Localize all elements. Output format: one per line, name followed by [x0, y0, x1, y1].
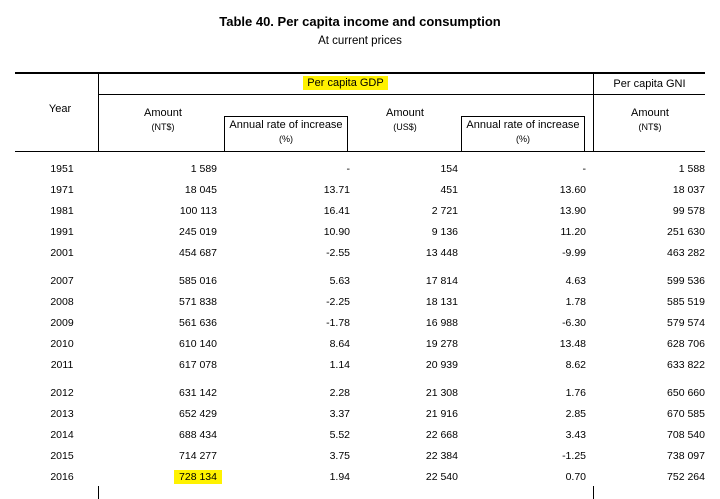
gdp-ntd-amount-header: Amount — [144, 107, 182, 119]
gdp-usd-rate-cell-text: 13.48 — [559, 338, 586, 350]
gni-ntd-amount-cell — [667, 471, 705, 483]
gdp-ntd-amount-cell-text: 561 636 — [179, 317, 217, 329]
gdp-usd-amount-cell — [440, 163, 458, 175]
gdp-ntd-amount-cell — [179, 296, 217, 308]
gdp-ntd-amount-cell — [180, 205, 217, 217]
gni-ntd-amount-header: Amount — [631, 107, 669, 119]
gdp-ntd-rate-cell — [330, 338, 350, 350]
gni-ntd-amount-cell — [667, 387, 705, 399]
gdp-ntd-rate-cell-text: 3.75 — [329, 450, 350, 462]
gdp-usd-rate-cell — [560, 338, 586, 350]
gni-ntd-amount-cell — [673, 184, 705, 196]
gdp-ntd-rate-cell — [330, 275, 350, 287]
gdp-usd-rate-cell — [562, 247, 586, 259]
year-cell — [40, 247, 84, 259]
year-cell — [40, 226, 84, 238]
gdp-ntd-amount-cell — [179, 359, 217, 371]
year-cell-text: 2014 — [50, 429, 74, 441]
gdp-ntd-rate-cell — [330, 450, 350, 462]
year-cell — [40, 296, 84, 308]
gni-ntd-amount-cell — [667, 450, 705, 462]
gdp-ntd-amount-cell — [185, 184, 217, 196]
gni-ntd-amount-cell-text: 599 536 — [667, 275, 705, 287]
gdp-usd-amount-cell — [426, 471, 458, 483]
gdp-ntd-amount-cell-text: 714 277 — [179, 450, 217, 462]
gdp-ntd-unit: (NT$) — [151, 122, 175, 132]
gdp-ntd-rate-cell-text: -2.25 — [326, 296, 350, 308]
gdp-usd-rate-unit: (%) — [516, 134, 530, 144]
gni-ntd-amount-cell-text: 628 706 — [667, 338, 705, 350]
gdp-ntd-amount-cell-text: 585 016 — [179, 275, 217, 287]
gdp-ntd-rate-cell-text: 10.90 — [323, 226, 350, 238]
gdp-usd-rate-cell-text: 3.43 — [565, 429, 586, 441]
gni-group-header: Per capita GNI — [613, 78, 686, 90]
table-title: Table 40. Per capita income and consumption — [219, 14, 501, 29]
gdp-usd-rate-cell-text: 8.62 — [565, 359, 586, 371]
gdp-ntd-amount-cell-text: 652 429 — [179, 408, 217, 420]
gdp-usd-amount-cell-text: 21 308 — [425, 387, 458, 399]
gdp-ntd-amount-cell — [179, 247, 217, 259]
year-cell-text: 2009 — [50, 317, 74, 329]
gni-ntd-amount-cell-text: 708 540 — [667, 429, 705, 441]
gdp-ntd-rate-cell-text: - — [346, 163, 350, 175]
gdp-ntd-rate-cell — [326, 296, 350, 308]
gdp-usd-rate-cell — [583, 163, 587, 175]
gdp-usd-rate-cell — [560, 205, 586, 217]
gdp-usd-rate-cell-text: 11.20 — [560, 226, 586, 238]
gdp-usd-rate-cell — [566, 275, 586, 287]
gdp-usd-rate-cell-text: 4.63 — [565, 275, 586, 287]
gni-ntd-amount-cell-text: 1 588 — [678, 163, 705, 175]
gdp-group-header — [98, 76, 593, 91]
gni-ntd-amount-cell-text: 633 822 — [667, 359, 705, 371]
gni-ntd-amount-cell-text: 579 574 — [667, 317, 705, 329]
table-top-rule — [15, 72, 705, 74]
year-cell-text: 1951 — [50, 163, 74, 175]
gdp-ntd-rate-cell — [330, 408, 350, 420]
gni-ntd-amount-cell-text: 99 578 — [672, 205, 705, 217]
header-bottom-rule — [15, 151, 705, 152]
year-cell — [40, 387, 84, 399]
gni-ntd-amount-cell-text: 18 037 — [672, 184, 705, 196]
gdp-usd-amount-cell-text: 19 278 — [425, 338, 458, 350]
gni-ntd-amount-cell — [679, 163, 705, 175]
gdp-ntd-rate-cell — [347, 163, 351, 175]
year-cell-text: 2008 — [50, 296, 74, 308]
gdp-usd-amount-cell — [426, 275, 458, 287]
gdp-usd-amount-cell-text: 20 939 — [425, 359, 458, 371]
gdp-ntd-rate-cell-text: 3.37 — [329, 408, 350, 420]
gdp-usd-amount-cell — [426, 387, 458, 399]
gdp-usd-rate-cell-text: 0.70 — [565, 471, 586, 483]
gni-ntd-amount-cell-text: 251 630 — [667, 226, 705, 238]
gdp-usd-amount-cell-text: 154 — [440, 163, 458, 175]
gdp-usd-amount-cell-text: 13 448 — [425, 247, 458, 259]
year-cell-text: 2015 — [50, 450, 74, 462]
gdp-usd-amount-cell — [426, 296, 458, 308]
gdp-usd-amount-cell — [440, 184, 458, 196]
gdp-ntd-amount-cell — [179, 338, 217, 350]
gni-ntd-amount-cell — [667, 359, 705, 371]
gdp-ntd-rate-cell-text: -2.55 — [326, 247, 350, 259]
gdp-ntd-amount-cell-text: 728 134 — [174, 470, 222, 484]
gdp-ntd-rate-cell — [326, 317, 350, 329]
gdp-ntd-rate-cell — [330, 429, 350, 441]
year-cell — [40, 317, 84, 329]
year-cell — [40, 275, 84, 287]
group-header-rule — [98, 94, 705, 95]
gdp-ntd-rate-cell — [330, 359, 350, 371]
gdp-usd-rate-cell — [566, 296, 586, 308]
year-cell-text: 2016 — [50, 471, 74, 483]
gdp-usd-rate-cell — [566, 429, 586, 441]
gdp-ntd-rate-cell-text: 5.52 — [329, 429, 350, 441]
gdp-ntd-rate-cell — [324, 205, 350, 217]
gdp-ntd-amount-cell — [191, 163, 217, 175]
gni-ntd-amount-cell — [667, 317, 705, 329]
gdp-ntd-rate-cell-text: 13.71 — [323, 184, 350, 196]
gdp-usd-rate-cell-text: -6.30 — [562, 317, 586, 329]
gni-ntd-unit: (NT$) — [638, 122, 662, 132]
gdp-usd-rate-cell-text: 2.85 — [565, 408, 586, 420]
gdp-usd-unit: (US$) — [393, 122, 417, 132]
gdp-ntd-amount-cell — [179, 450, 217, 462]
gdp-usd-amount-cell-text: 21 916 — [425, 408, 458, 420]
gdp-ntd-amount-cell — [179, 317, 217, 329]
gdp-group-label: Per capita GDP — [303, 76, 387, 90]
gdp-usd-rate-cell-text: 1.76 — [565, 387, 586, 399]
gdp-usd-rate-cell-text: 1.78 — [565, 296, 586, 308]
gdp-ntd-amount-cell-text: 1 589 — [190, 163, 217, 175]
gdp-ntd-rate-cell — [330, 387, 350, 399]
gdp-ntd-rate-cell-text: 2.28 — [329, 387, 350, 399]
year-cell-text: 1991 — [50, 226, 74, 238]
gdp-ntd-rate-cell-text: 5.63 — [329, 275, 350, 287]
gni-ntd-amount-cell — [667, 408, 705, 420]
gdp-usd-rate-cell — [562, 317, 586, 329]
gdp-usd-rate-cell-text: - — [582, 163, 586, 175]
gdp-ntd-rate-cell-text: 16.41 — [323, 205, 350, 217]
gdp-ntd-amount-cell — [179, 226, 217, 238]
gdp-ntd-rate-cell-text: -1.78 — [326, 317, 350, 329]
gni-ntd-amount-cell — [667, 275, 705, 287]
gdp-ntd-amount-cell — [179, 408, 217, 420]
year-cell-text: 2001 — [50, 247, 74, 259]
gdp-usd-amount-cell-text: 17 814 — [425, 275, 458, 287]
gdp-usd-amount-cell — [426, 359, 458, 371]
gni-ntd-amount-cell-text: 463 282 — [667, 247, 705, 259]
year-cell — [40, 163, 84, 175]
year-cell — [40, 429, 84, 441]
gdp-usd-rate-cell — [566, 471, 586, 483]
table-subtitle: At current prices — [318, 35, 402, 47]
gni-column-divider-bottom — [593, 486, 594, 499]
year-cell-text: 2012 — [50, 387, 74, 399]
gdp-ntd-rate-cell-text: 8.64 — [329, 338, 350, 350]
gdp-usd-amount-cell-text: 18 131 — [425, 296, 458, 308]
gdp-ntd-rate-cell — [326, 247, 350, 259]
gdp-ntd-amount-cell-text: 617 078 — [179, 359, 217, 371]
gdp-ntd-rate-cell — [330, 471, 350, 483]
gdp-usd-rate-header: Annual rate of increase — [466, 119, 580, 131]
year-cell — [40, 359, 84, 371]
gdp-ntd-amount-cell-text: 610 140 — [179, 338, 217, 350]
gni-ntd-amount-cell — [673, 205, 705, 217]
gdp-usd-amount-cell-text: 22 384 — [425, 450, 458, 462]
gni-ntd-amount-cell — [667, 338, 705, 350]
gdp-usd-amount-cell-text: 451 — [440, 184, 458, 196]
year-cell-text: 2013 — [50, 408, 74, 420]
gdp-ntd-rate-cell-text: 1.14 — [329, 359, 350, 371]
year-cell-text: 2007 — [50, 275, 74, 287]
gdp-ntd-rate-cell — [324, 184, 350, 196]
gdp-usd-rate-cell — [561, 226, 587, 238]
gdp-usd-amount-cell — [426, 429, 458, 441]
gdp-usd-rate-cell — [566, 387, 586, 399]
year-cell-text: 2011 — [50, 359, 74, 371]
gdp-usd-amount-cell — [426, 317, 458, 329]
gdp-ntd-rate-cell-text: 1.94 — [329, 471, 350, 483]
gdp-ntd-amount-cell-text: 454 687 — [179, 247, 217, 259]
gni-ntd-amount-cell — [667, 226, 705, 238]
gdp-usd-amount-cell — [426, 408, 458, 420]
gdp-usd-amount-cell-text: 22 540 — [425, 471, 458, 483]
gni-ntd-amount-cell — [667, 247, 705, 259]
gdp-ntd-amount-cell-text: 245 019 — [179, 226, 217, 238]
year-cell — [40, 408, 84, 420]
year-column-divider-bottom — [98, 486, 99, 499]
gdp-ntd-rate-unit: (%) — [279, 134, 293, 144]
gdp-ntd-amount-cell — [179, 387, 217, 399]
year-cell — [40, 184, 84, 196]
gdp-ntd-amount-cell-text: 571 838 — [179, 296, 217, 308]
gni-ntd-amount-cell — [667, 296, 705, 308]
gdp-usd-amount-cell-text: 9 136 — [431, 226, 458, 238]
year-cell — [40, 450, 84, 462]
gdp-usd-rate-cell-text: -1.25 — [562, 450, 586, 462]
gdp-ntd-amount-cell-text: 688 434 — [179, 429, 217, 441]
gdp-ntd-rate-cell — [324, 226, 350, 238]
gdp-usd-rate-cell — [566, 359, 586, 371]
gni-ntd-amount-cell-text: 738 097 — [667, 450, 705, 462]
gni-ntd-amount-cell-text: 752 264 — [667, 471, 705, 483]
gni-ntd-amount-cell — [667, 429, 705, 441]
gdp-usd-rate-cell — [560, 184, 586, 196]
gni-ntd-amount-cell-text: 670 585 — [667, 408, 705, 420]
gdp-usd-amount-cell — [426, 338, 458, 350]
year-cell — [40, 471, 84, 483]
gdp-ntd-amount-cell-text: 631 142 — [179, 387, 217, 399]
year-cell — [40, 338, 84, 350]
gdp-ntd-amount-cell — [179, 429, 217, 441]
gdp-ntd-amount-cell-text: 100 113 — [179, 205, 217, 217]
year-cell — [40, 205, 84, 217]
gdp-usd-amount-cell — [432, 226, 458, 238]
gdp-usd-amount-cell-text: 16 988 — [425, 317, 458, 329]
gdp-usd-rate-cell-text: -9.99 — [562, 247, 586, 259]
gdp-usd-amount-cell — [426, 247, 458, 259]
gdp-usd-rate-cell — [566, 408, 586, 420]
gdp-ntd-rate-header: Annual rate of increase — [229, 119, 343, 131]
year-cell-text: 1981 — [50, 205, 74, 217]
gni-ntd-amount-cell-text: 585 519 — [667, 296, 705, 308]
gdp-usd-amount-cell-text: 22 668 — [425, 429, 458, 441]
gdp-usd-amount-cell — [432, 205, 458, 217]
gdp-usd-rate-cell-text: 13.90 — [559, 205, 586, 217]
gdp-usd-rate-cell-text: 13.60 — [559, 184, 586, 196]
gdp-usd-amount-cell-text: 2 721 — [431, 205, 458, 217]
gdp-ntd-amount-cell — [174, 471, 217, 483]
year-header: Year — [48, 103, 72, 115]
year-cell-text: 2010 — [50, 338, 74, 350]
gdp-ntd-amount-cell — [179, 275, 217, 287]
gdp-usd-amount-cell — [426, 450, 458, 462]
gni-ntd-amount-cell-text: 650 660 — [667, 387, 705, 399]
gdp-ntd-amount-cell-text: 18 045 — [184, 184, 217, 196]
year-cell-text: 1971 — [50, 184, 74, 196]
gdp-usd-amount-header: Amount — [386, 107, 424, 119]
gdp-usd-rate-cell — [562, 450, 586, 462]
